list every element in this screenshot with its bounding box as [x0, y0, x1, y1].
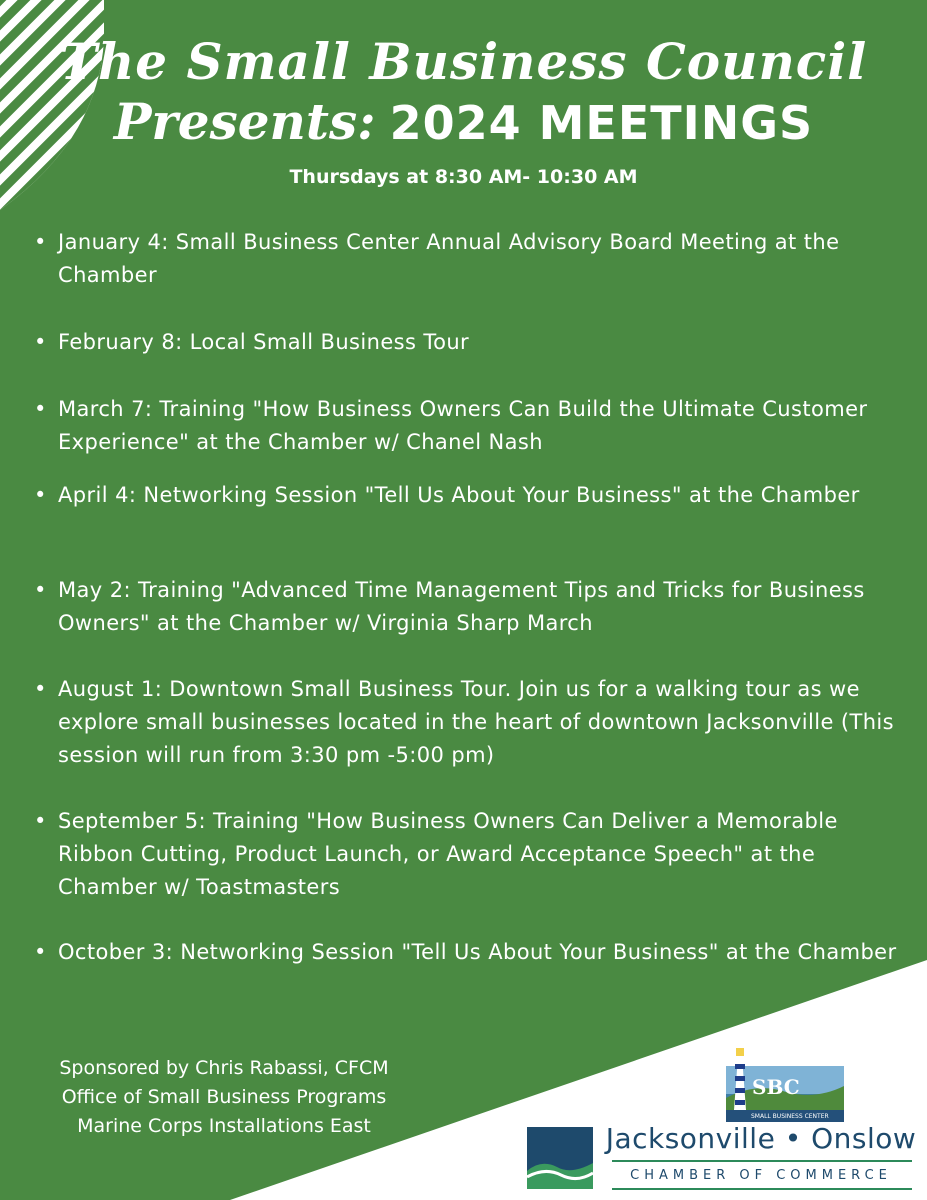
event-item: • May 2: Training "Advanced Time Management Tips and Tricks for Business Owners" at the Chamber w/ Virginia Sharp March: [30, 574, 900, 640]
title-line-2: [0, 92, 927, 151]
event-item: • April 4: Networking Session "Tell Us About Your Business" at the Chamber: [30, 479, 900, 512]
sponsor-line-3: Marine Corps Installations East: [77, 1115, 371, 1137]
title-presents: Presents:: [113, 92, 376, 151]
event-item: • August 1: Downtown Small Business Tour. Join us for a walking tour as we explore small businesses located in the heart of downtown Jacksonville (This session will run from 3:30 pm -5:00 pm): [30, 673, 900, 772]
sponsor-line-1: Sponsored by Chris Rabassi, CFCM: [59, 1057, 389, 1079]
meeting-time: Thursdays at 8:30 AM- 10:30 AM: [289, 166, 638, 188]
sponsor-line-2: Office of Small Business Programs: [61, 1086, 387, 1108]
chamber-divider-top: [612, 1160, 912, 1162]
svg-text:SMALL BUSINESS CENTER: SMALL BUSINESS CENTER: [751, 1113, 829, 1120]
lighthouse-icon: [734, 1048, 746, 1110]
sponsor-block: [24, 1054, 424, 1141]
event-item: • September 5: Training "How Business Owners Can Deliver a Memorable Ribbon Cutting, Product Launch, or Award Acceptance Speech" at the Chamber w/ Toastmasters: [30, 805, 900, 904]
title-2024-meetings: 2024 MEETINGS: [389, 96, 814, 150]
event-item: • February 8: Local Small Business Tour: [30, 326, 900, 359]
chamber-name: Jacksonville • Onslow: [605, 1122, 917, 1155]
chamber-mark-icon: [527, 1127, 593, 1189]
title-line-1: The Small Business Council: [59, 32, 868, 91]
chamber-subtitle: CHAMBER OF COMMERCE: [630, 1168, 892, 1183]
event-item: • March 7: Training "How Business Owners Can Build the Ultimate Customer Experience" at the Chamber w/ Chanel Nash: [30, 393, 900, 459]
svg-text:SBC: SBC: [752, 1075, 800, 1099]
chamber-divider-bottom: [612, 1188, 912, 1190]
event-item: • October 3: Networking Session "Tell Us About Your Business" at the Chamber: [30, 936, 900, 969]
event-item: • January 4: Small Business Center Annual Advisory Board Meeting at the Chamber: [30, 226, 900, 292]
sbc-logo: [726, 1046, 844, 1122]
